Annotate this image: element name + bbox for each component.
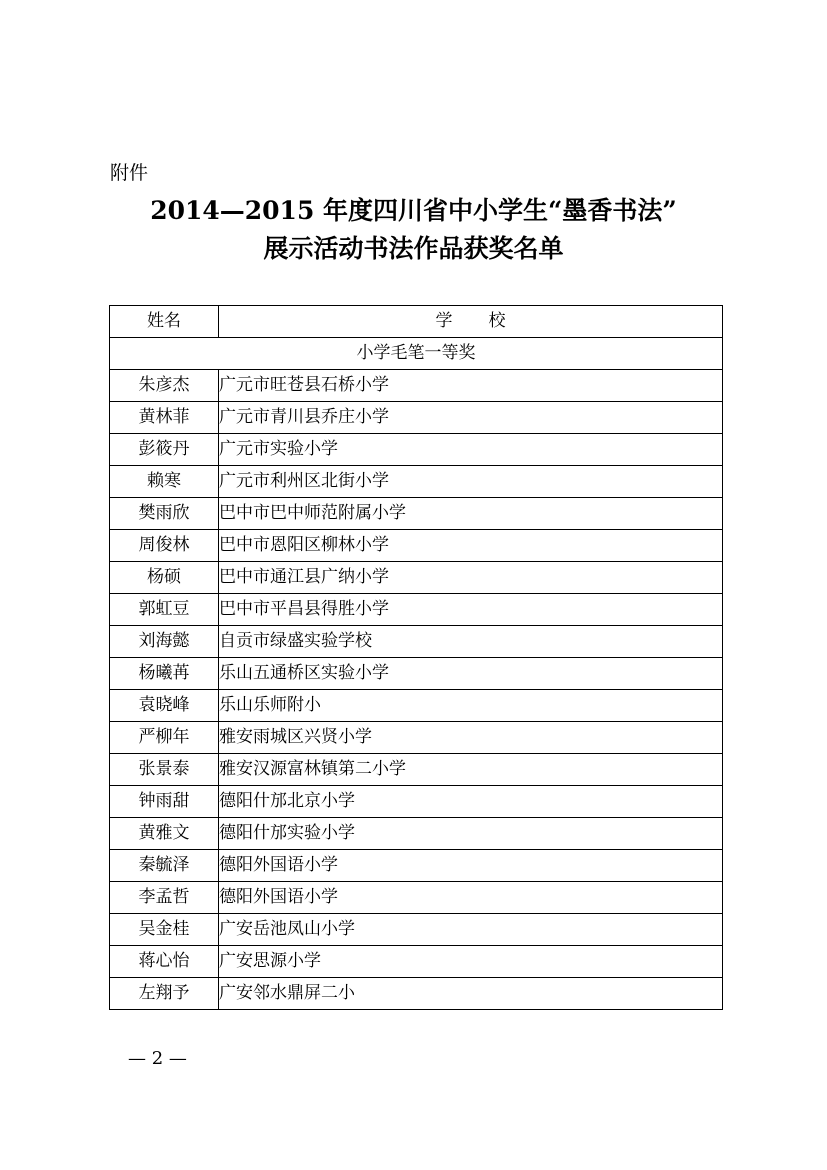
awardee-name: 吴金桂 — [110, 914, 219, 946]
school-name: 雅安雨城区兴贤小学 — [219, 722, 723, 754]
table-row — [110, 754, 723, 786]
table-row — [110, 850, 723, 882]
school-name: 巴中市平昌县得胜小学 — [219, 594, 723, 626]
awardee-name: 周俊林 — [110, 530, 219, 562]
table-row — [110, 946, 723, 978]
table-row — [110, 402, 723, 434]
awardee-name: 彭筱丹 — [110, 434, 219, 466]
school-name: 德阳什邡北京小学 — [219, 786, 723, 818]
table-row — [110, 530, 723, 562]
school-name: 德阳外国语小学 — [219, 850, 723, 882]
awardee-name: 袁晓峰 — [110, 690, 219, 722]
school-name: 广安思源小学 — [219, 946, 723, 978]
table-row — [110, 978, 723, 1010]
school-name: 雅安汉源富林镇第二小学 — [219, 754, 723, 786]
school-name: 广元市青川县乔庄小学 — [219, 402, 723, 434]
school-name: 巴中市巴中师范附属小学 — [219, 498, 723, 530]
school-name: 巴中市恩阳区柳林小学 — [219, 530, 723, 562]
section-title: 小学毛笔一等奖 — [110, 338, 723, 370]
awardee-name: 郭虹豆 — [110, 594, 219, 626]
table-row — [110, 882, 723, 914]
attachment-label: 附件 — [110, 162, 149, 184]
awardee-name: 朱彦杰 — [110, 370, 219, 402]
school-name: 广元市旺苍县石桥小学 — [219, 370, 723, 402]
awardee-name: 刘海懿 — [110, 626, 219, 658]
awardee-name: 樊雨欣 — [110, 498, 219, 530]
awardee-name: 杨硕 — [110, 562, 219, 594]
table-row — [110, 498, 723, 530]
table-row — [110, 562, 723, 594]
school-name: 广安邻水鼎屏二小 — [219, 978, 723, 1010]
awardee-name: 李孟哲 — [110, 882, 219, 914]
page-number: — 2 — — [128, 1048, 187, 1069]
table-row — [110, 626, 723, 658]
table-row — [110, 370, 723, 402]
section-row — [110, 338, 723, 370]
school-name: 广元市实验小学 — [219, 434, 723, 466]
table-row — [110, 658, 723, 690]
header-name: 姓名 — [110, 306, 219, 338]
table-row — [110, 466, 723, 498]
awardee-name: 黄林菲 — [110, 402, 219, 434]
document-title-line-1: 2014—2015 年度四川省中小学生“墨香书法” — [150, 196, 677, 225]
table-row — [110, 690, 723, 722]
table-row — [110, 818, 723, 850]
table-row — [110, 786, 723, 818]
school-name: 德阳外国语小学 — [219, 882, 723, 914]
awardee-name: 秦毓泽 — [110, 850, 219, 882]
school-name: 巴中市通江县广纳小学 — [219, 562, 723, 594]
table-header-row — [110, 306, 723, 338]
table-row — [110, 914, 723, 946]
awardee-name: 赖寒 — [110, 466, 219, 498]
awardee-name: 蒋心怡 — [110, 946, 219, 978]
table-row — [110, 594, 723, 626]
header-school-char-1: 学 — [435, 311, 453, 331]
awardee-name: 张景泰 — [110, 754, 219, 786]
table-row — [110, 722, 723, 754]
award-list-table — [109, 305, 723, 1010]
school-name: 广元市利州区北街小学 — [219, 466, 723, 498]
document-title-line-2: 展示活动书法作品获奖名单 — [263, 234, 564, 263]
school-name: 德阳什邡实验小学 — [219, 818, 723, 850]
school-name: 自贡市绿盛实验学校 — [219, 626, 723, 658]
awardee-name: 严柳年 — [110, 722, 219, 754]
school-name: 乐山五通桥区实验小学 — [219, 658, 723, 690]
table-row — [110, 434, 723, 466]
awardee-name: 黄雅文 — [110, 818, 219, 850]
awardee-name: 钟雨甜 — [110, 786, 219, 818]
awardee-name: 左翔予 — [110, 978, 219, 1010]
header-school-char-2: 校 — [488, 311, 506, 331]
awardee-name: 杨曦苒 — [110, 658, 219, 690]
school-name: 乐山乐师附小 — [219, 690, 723, 722]
school-name: 广安岳池凤山小学 — [219, 914, 723, 946]
header-school — [219, 306, 723, 338]
